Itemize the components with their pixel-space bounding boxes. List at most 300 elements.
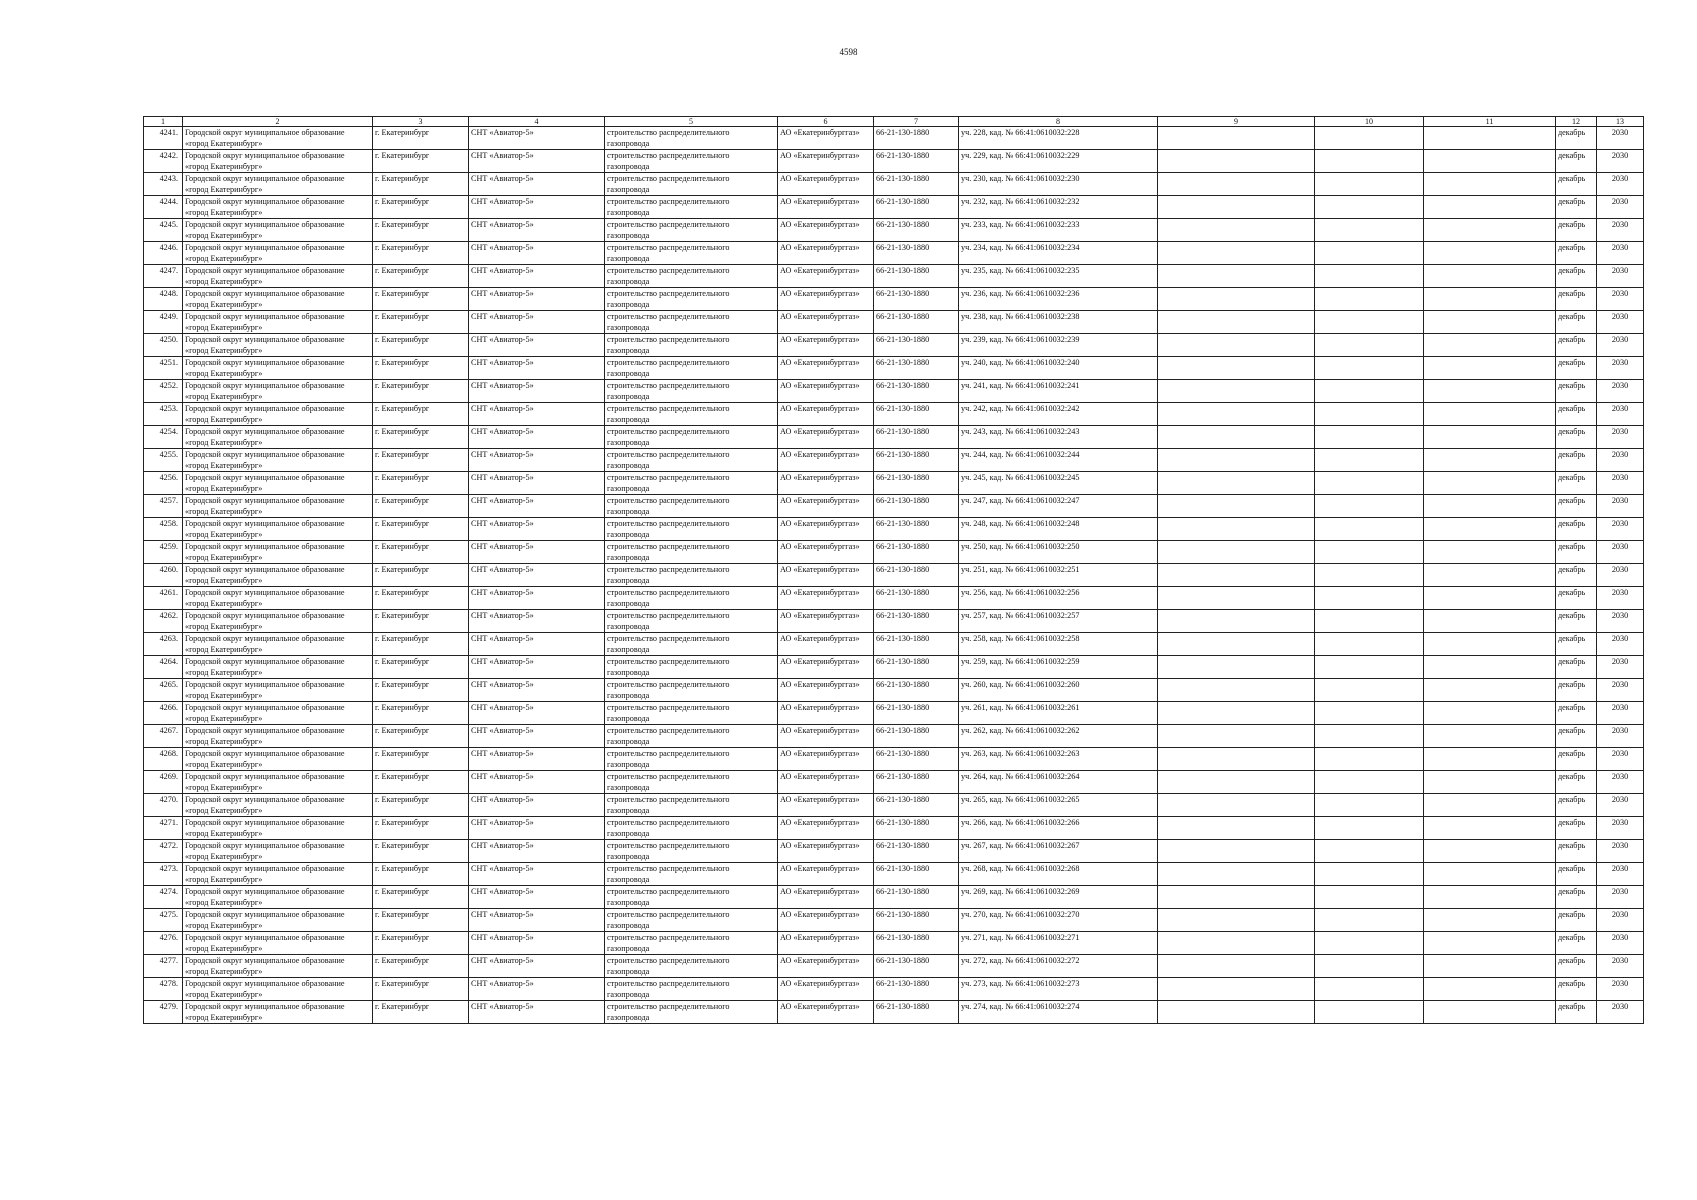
purpose-line: газопровода xyxy=(607,875,650,884)
col10-cell xyxy=(1315,334,1424,357)
purpose-line: газопровода xyxy=(607,944,650,953)
city-cell: г. Екатеринбург xyxy=(373,403,469,426)
owner-cell xyxy=(183,1001,373,1024)
snt-cell: СНТ «Авиатор-5» xyxy=(469,794,605,817)
city-cell: г. Екатеринбург xyxy=(373,587,469,610)
col9-cell xyxy=(1158,380,1315,403)
table-row xyxy=(144,242,1644,265)
month-cell: декабрь xyxy=(1556,610,1597,633)
col11-cell xyxy=(1424,426,1556,449)
row-number-cell: 4251. xyxy=(144,357,183,380)
month-cell: декабрь xyxy=(1556,288,1597,311)
row-number-cell: 4266. xyxy=(144,702,183,725)
col10-cell xyxy=(1315,955,1424,978)
organization-cell: АО «Екатеринбурггаз» xyxy=(778,127,874,150)
code-cell: 66-21-130-1880 xyxy=(874,219,959,242)
row-number-cell: 4252. xyxy=(144,380,183,403)
col10-cell xyxy=(1315,794,1424,817)
organization-cell: АО «Екатеринбурггаз» xyxy=(778,886,874,909)
purpose-line: газопровода xyxy=(607,1013,650,1022)
year-cell: 2030 xyxy=(1597,955,1644,978)
code-cell: 66-21-130-1880 xyxy=(874,173,959,196)
organization-cell: АО «Екатеринбурггаз» xyxy=(778,748,874,771)
table-row xyxy=(144,978,1644,1001)
col10-cell xyxy=(1315,426,1424,449)
col9-cell xyxy=(1158,219,1315,242)
owner-cell xyxy=(183,633,373,656)
col10-cell xyxy=(1315,840,1424,863)
purpose-line: строительство распределительного xyxy=(607,588,730,597)
purpose-line: газопровода xyxy=(607,691,650,700)
purpose-line: строительство распределительного xyxy=(607,956,730,965)
owner-line: «город Екатеринбург» xyxy=(185,783,263,792)
plot-cell: уч. 262, кад. № 66:41:0610032:262 xyxy=(959,725,1158,748)
owner-cell xyxy=(183,955,373,978)
purpose-line: строительство распределительного xyxy=(607,703,730,712)
table-row xyxy=(144,886,1644,909)
owner-line: Городской округ муниципальное образование xyxy=(185,289,345,298)
owner-line: «город Екатеринбург» xyxy=(185,139,263,148)
purpose-line: газопровода xyxy=(607,990,650,999)
purpose-cell xyxy=(605,150,778,173)
year-cell: 2030 xyxy=(1597,518,1644,541)
col11-cell xyxy=(1424,403,1556,426)
code-cell: 66-21-130-1880 xyxy=(874,794,959,817)
month-cell: декабрь xyxy=(1556,150,1597,173)
year-cell: 2030 xyxy=(1597,679,1644,702)
plot-cell: уч. 270, кад. № 66:41:0610032:270 xyxy=(959,909,1158,932)
organization-cell: АО «Екатеринбурггаз» xyxy=(778,794,874,817)
code-cell: 66-21-130-1880 xyxy=(874,334,959,357)
plot-cell: уч. 239, кад. № 66:41:0610032:239 xyxy=(959,334,1158,357)
col11-cell xyxy=(1424,196,1556,219)
col9-cell xyxy=(1158,426,1315,449)
col9-cell xyxy=(1158,265,1315,288)
col9-cell xyxy=(1158,840,1315,863)
purpose-line: строительство распределительного xyxy=(607,818,730,827)
purpose-line: газопровода xyxy=(607,783,650,792)
col9-cell xyxy=(1158,127,1315,150)
col10-cell xyxy=(1315,265,1424,288)
month-cell: декабрь xyxy=(1556,196,1597,219)
plot-cell: уч. 241, кад. № 66:41:0610032:241 xyxy=(959,380,1158,403)
owner-cell xyxy=(183,656,373,679)
plot-cell: уч. 259, кад. № 66:41:0610032:259 xyxy=(959,656,1158,679)
organization-cell: АО «Екатеринбурггаз» xyxy=(778,357,874,380)
table-row xyxy=(144,541,1644,564)
city-cell: г. Екатеринбург xyxy=(373,794,469,817)
purpose-line: строительство распределительного xyxy=(607,795,730,804)
plot-cell: уч. 268, кад. № 66:41:0610032:268 xyxy=(959,863,1158,886)
col10-cell xyxy=(1315,288,1424,311)
month-cell: декабрь xyxy=(1556,541,1597,564)
table-row xyxy=(144,909,1644,932)
col9-cell xyxy=(1158,794,1315,817)
month-cell: декабрь xyxy=(1556,587,1597,610)
row-number-cell: 4243. xyxy=(144,173,183,196)
owner-line: «город Екатеринбург» xyxy=(185,185,263,194)
owner-cell xyxy=(183,610,373,633)
col9-cell xyxy=(1158,932,1315,955)
code-cell: 66-21-130-1880 xyxy=(874,426,959,449)
month-cell: декабрь xyxy=(1556,909,1597,932)
owner-line: «город Екатеринбург» xyxy=(185,576,263,585)
city-cell: г. Екатеринбург xyxy=(373,932,469,955)
col10-cell xyxy=(1315,932,1424,955)
col11-cell xyxy=(1424,219,1556,242)
snt-cell: СНТ «Авиатор-5» xyxy=(469,380,605,403)
month-cell: декабрь xyxy=(1556,794,1597,817)
owner-line: «город Екатеринбург» xyxy=(185,231,263,240)
owner-cell xyxy=(183,472,373,495)
table-row xyxy=(144,127,1644,150)
plot-cell: уч. 236, кад. № 66:41:0610032:236 xyxy=(959,288,1158,311)
col10-cell xyxy=(1315,610,1424,633)
year-cell: 2030 xyxy=(1597,886,1644,909)
col10-cell xyxy=(1315,518,1424,541)
owner-cell xyxy=(183,265,373,288)
owner-line: «город Екатеринбург» xyxy=(185,162,263,171)
snt-cell: СНТ «Авиатор-5» xyxy=(469,127,605,150)
col10-cell xyxy=(1315,196,1424,219)
owner-cell xyxy=(183,311,373,334)
row-number-cell: 4244. xyxy=(144,196,183,219)
owner-line: «город Екатеринбург» xyxy=(185,461,263,470)
header-cell: 7 xyxy=(874,117,959,127)
snt-cell: СНТ «Авиатор-5» xyxy=(469,495,605,518)
month-cell: декабрь xyxy=(1556,426,1597,449)
owner-line: Городской округ муниципальное образование xyxy=(185,611,345,620)
plot-cell: уч. 251, кад. № 66:41:0610032:251 xyxy=(959,564,1158,587)
organization-cell: АО «Екатеринбурггаз» xyxy=(778,978,874,1001)
city-cell: г. Екатеринбург xyxy=(373,495,469,518)
purpose-line: газопровода xyxy=(607,484,650,493)
purpose-cell xyxy=(605,610,778,633)
year-cell: 2030 xyxy=(1597,311,1644,334)
purpose-line: строительство распределительного xyxy=(607,312,730,321)
month-cell: декабрь xyxy=(1556,702,1597,725)
month-cell: декабрь xyxy=(1556,656,1597,679)
owner-cell xyxy=(183,794,373,817)
code-cell: 66-21-130-1880 xyxy=(874,242,959,265)
month-cell: декабрь xyxy=(1556,127,1597,150)
purpose-cell xyxy=(605,748,778,771)
header-cell: 10 xyxy=(1315,117,1424,127)
code-cell: 66-21-130-1880 xyxy=(874,978,959,1001)
row-number-cell: 4262. xyxy=(144,610,183,633)
plot-cell: уч. 264, кад. № 66:41:0610032:264 xyxy=(959,771,1158,794)
year-cell: 2030 xyxy=(1597,725,1644,748)
owner-line: «город Екатеринбург» xyxy=(185,530,263,539)
col11-cell xyxy=(1424,656,1556,679)
owner-line: «город Екатеринбург» xyxy=(185,622,263,631)
purpose-line: строительство распределительного xyxy=(607,657,730,666)
owner-line: «город Екатеринбург» xyxy=(185,944,263,953)
snt-cell: СНТ «Авиатор-5» xyxy=(469,909,605,932)
year-cell: 2030 xyxy=(1597,495,1644,518)
snt-cell: СНТ «Авиатор-5» xyxy=(469,725,605,748)
plot-cell: уч. 258, кад. № 66:41:0610032:258 xyxy=(959,633,1158,656)
row-number-cell: 4245. xyxy=(144,219,183,242)
year-cell: 2030 xyxy=(1597,380,1644,403)
owner-line: Городской округ муниципальное образование xyxy=(185,726,345,735)
plot-cell: уч. 244, кад. № 66:41:0610032:244 xyxy=(959,449,1158,472)
code-cell: 66-21-130-1880 xyxy=(874,1001,959,1024)
year-cell: 2030 xyxy=(1597,702,1644,725)
purpose-line: газопровода xyxy=(607,507,650,516)
code-cell: 66-21-130-1880 xyxy=(874,196,959,219)
purpose-line: газопровода xyxy=(607,668,650,677)
col9-cell xyxy=(1158,886,1315,909)
snt-cell: СНТ «Авиатор-5» xyxy=(469,449,605,472)
month-cell: декабрь xyxy=(1556,449,1597,472)
snt-cell: СНТ «Авиатор-5» xyxy=(469,817,605,840)
month-cell: декабрь xyxy=(1556,472,1597,495)
purpose-cell xyxy=(605,817,778,840)
row-number-cell: 4242. xyxy=(144,150,183,173)
city-cell: г. Екатеринбург xyxy=(373,909,469,932)
code-cell: 66-21-130-1880 xyxy=(874,932,959,955)
table-row xyxy=(144,472,1644,495)
purpose-cell xyxy=(605,587,778,610)
owner-cell xyxy=(183,771,373,794)
purpose-line: строительство распределительного xyxy=(607,979,730,988)
month-cell: декабрь xyxy=(1556,334,1597,357)
col9-cell xyxy=(1158,817,1315,840)
row-number-cell: 4254. xyxy=(144,426,183,449)
purpose-cell xyxy=(605,932,778,955)
purpose-line: газопровода xyxy=(607,300,650,309)
purpose-cell xyxy=(605,978,778,1001)
city-cell: г. Екатеринбург xyxy=(373,150,469,173)
col9-cell xyxy=(1158,679,1315,702)
snt-cell: СНТ «Авиатор-5» xyxy=(469,771,605,794)
owner-line: Городской округ муниципальное образование xyxy=(185,197,345,206)
city-cell: г. Екатеринбург xyxy=(373,173,469,196)
purpose-line: газопровода xyxy=(607,369,650,378)
col11-cell xyxy=(1424,610,1556,633)
month-cell: декабрь xyxy=(1556,886,1597,909)
code-cell: 66-21-130-1880 xyxy=(874,564,959,587)
row-number-cell: 4246. xyxy=(144,242,183,265)
city-cell: г. Екатеринбург xyxy=(373,748,469,771)
table-row xyxy=(144,725,1644,748)
table-row xyxy=(144,495,1644,518)
purpose-line: строительство распределительного xyxy=(607,450,730,459)
code-cell: 66-21-130-1880 xyxy=(874,886,959,909)
snt-cell: СНТ «Авиатор-5» xyxy=(469,587,605,610)
col10-cell xyxy=(1315,242,1424,265)
year-cell: 2030 xyxy=(1597,449,1644,472)
col9-cell xyxy=(1158,173,1315,196)
year-cell: 2030 xyxy=(1597,472,1644,495)
row-number-cell: 4265. xyxy=(144,679,183,702)
row-number-cell: 4247. xyxy=(144,265,183,288)
col11-cell xyxy=(1424,380,1556,403)
column-number-header xyxy=(144,117,1644,127)
snt-cell: СНТ «Авиатор-5» xyxy=(469,863,605,886)
organization-cell: АО «Екатеринбурггаз» xyxy=(778,932,874,955)
year-cell: 2030 xyxy=(1597,127,1644,150)
col11-cell xyxy=(1424,909,1556,932)
organization-cell: АО «Екатеринбурггаз» xyxy=(778,771,874,794)
year-cell: 2030 xyxy=(1597,587,1644,610)
year-cell: 2030 xyxy=(1597,656,1644,679)
owner-line: Городской округ муниципальное образование xyxy=(185,565,345,574)
city-cell: г. Екатеринбург xyxy=(373,955,469,978)
owner-cell xyxy=(183,679,373,702)
snt-cell: СНТ «Авиатор-5» xyxy=(469,633,605,656)
year-cell: 2030 xyxy=(1597,242,1644,265)
header-cell: 1 xyxy=(144,117,183,127)
col10-cell xyxy=(1315,725,1424,748)
col11-cell xyxy=(1424,518,1556,541)
row-number-cell: 4278. xyxy=(144,978,183,1001)
col10-cell xyxy=(1315,449,1424,472)
purpose-cell xyxy=(605,196,778,219)
col11-cell xyxy=(1424,978,1556,1001)
owner-line: «город Екатеринбург» xyxy=(185,438,263,447)
purpose-line: строительство распределительного xyxy=(607,381,730,390)
snt-cell: СНТ «Авиатор-5» xyxy=(469,403,605,426)
table-row xyxy=(144,840,1644,863)
col11-cell xyxy=(1424,150,1556,173)
col9-cell xyxy=(1158,288,1315,311)
col9-cell xyxy=(1158,978,1315,1001)
col9-cell xyxy=(1158,771,1315,794)
plot-cell: уч. 233, кад. № 66:41:0610032:233 xyxy=(959,219,1158,242)
code-cell: 66-21-130-1880 xyxy=(874,587,959,610)
plot-cell: уч. 274, кад. № 66:41:0610032:274 xyxy=(959,1001,1158,1024)
city-cell: г. Екатеринбург xyxy=(373,288,469,311)
page-number: 4598 xyxy=(839,47,858,57)
owner-cell xyxy=(183,886,373,909)
snt-cell: СНТ «Авиатор-5» xyxy=(469,288,605,311)
city-cell: г. Екатеринбург xyxy=(373,380,469,403)
col11-cell xyxy=(1424,334,1556,357)
plot-cell: уч. 265, кад. № 66:41:0610032:265 xyxy=(959,794,1158,817)
owner-line: Городской округ муниципальное образование xyxy=(185,243,345,252)
purpose-line: строительство распределительного xyxy=(607,910,730,919)
purpose-cell xyxy=(605,518,778,541)
organization-cell: АО «Екатеринбурггаз» xyxy=(778,725,874,748)
city-cell: г. Екатеринбург xyxy=(373,702,469,725)
col11-cell xyxy=(1424,817,1556,840)
city-cell: г. Екатеринбург xyxy=(373,311,469,334)
organization-cell: АО «Екатеринбурггаз» xyxy=(778,288,874,311)
owner-line: Городской округ муниципальное образование xyxy=(185,979,345,988)
purpose-line: строительство распределительного xyxy=(607,611,730,620)
col10-cell xyxy=(1315,173,1424,196)
owner-line: «город Екатеринбург» xyxy=(185,300,263,309)
header-cell: 6 xyxy=(778,117,874,127)
col9-cell xyxy=(1158,150,1315,173)
table-row xyxy=(144,173,1644,196)
purpose-line: газопровода xyxy=(607,645,650,654)
organization-cell: АО «Екатеринбурггаз» xyxy=(778,472,874,495)
year-cell: 2030 xyxy=(1597,633,1644,656)
owner-line: «город Екатеринбург» xyxy=(185,967,263,976)
owner-line: Городской округ муниципальное образование xyxy=(185,312,345,321)
purpose-line: строительство распределительного xyxy=(607,220,730,229)
owner-cell xyxy=(183,863,373,886)
owner-cell xyxy=(183,564,373,587)
col10-cell xyxy=(1315,909,1424,932)
owner-line: Городской округ муниципальное образование xyxy=(185,519,345,528)
table-row xyxy=(144,426,1644,449)
year-cell: 2030 xyxy=(1597,863,1644,886)
owner-line: «город Екатеринбург» xyxy=(185,852,263,861)
month-cell: декабрь xyxy=(1556,173,1597,196)
col10-cell xyxy=(1315,817,1424,840)
year-cell: 2030 xyxy=(1597,403,1644,426)
col9-cell xyxy=(1158,702,1315,725)
owner-line: Городской округ муниципальное образование xyxy=(185,772,345,781)
owner-line: Городской округ муниципальное образование xyxy=(185,381,345,390)
organization-cell: АО «Екатеринбурггаз» xyxy=(778,541,874,564)
purpose-line: газопровода xyxy=(607,208,650,217)
purpose-line: строительство распределительного xyxy=(607,749,730,758)
owner-cell xyxy=(183,587,373,610)
purpose-line: газопровода xyxy=(607,806,650,815)
city-cell: г. Екатеринбург xyxy=(373,610,469,633)
city-cell: г. Екатеринбург xyxy=(373,679,469,702)
row-number-cell: 4264. xyxy=(144,656,183,679)
purpose-line: газопровода xyxy=(607,829,650,838)
purpose-cell xyxy=(605,472,778,495)
row-number-cell: 4258. xyxy=(144,518,183,541)
purpose-cell xyxy=(605,656,778,679)
purpose-line: газопровода xyxy=(607,162,650,171)
plot-cell: уч. 234, кад. № 66:41:0610032:234 xyxy=(959,242,1158,265)
col10-cell xyxy=(1315,702,1424,725)
owner-line: Городской округ муниципальное образование xyxy=(185,956,345,965)
organization-cell: АО «Екатеринбурггаз» xyxy=(778,150,874,173)
snt-cell: СНТ «Авиатор-5» xyxy=(469,150,605,173)
purpose-line: газопровода xyxy=(607,346,650,355)
owner-line: Городской округ муниципальное образование xyxy=(185,220,345,229)
owner-cell xyxy=(183,725,373,748)
purpose-line: газопровода xyxy=(607,139,650,148)
snt-cell: СНТ «Авиатор-5» xyxy=(469,702,605,725)
owner-line: «город Екатеринбург» xyxy=(185,668,263,677)
month-cell: декабрь xyxy=(1556,403,1597,426)
row-number-cell: 4270. xyxy=(144,794,183,817)
header-cell: 3 xyxy=(373,117,469,127)
organization-cell: АО «Екатеринбурггаз» xyxy=(778,219,874,242)
col10-cell xyxy=(1315,403,1424,426)
code-cell: 66-21-130-1880 xyxy=(874,265,959,288)
owner-line: Городской округ муниципальное образование xyxy=(185,128,345,137)
city-cell: г. Екатеринбург xyxy=(373,127,469,150)
owner-line: «город Екатеринбург» xyxy=(185,737,263,746)
owner-cell xyxy=(183,449,373,472)
city-cell: г. Екатеринбург xyxy=(373,541,469,564)
code-cell: 66-21-130-1880 xyxy=(874,311,959,334)
snt-cell: СНТ «Авиатор-5» xyxy=(469,610,605,633)
year-cell: 2030 xyxy=(1597,817,1644,840)
owner-line: «город Екатеринбург» xyxy=(185,254,263,263)
owner-line: Городской округ муниципальное образование xyxy=(185,427,345,436)
organization-cell: АО «Екатеринбурггаз» xyxy=(778,564,874,587)
header-cell: 11 xyxy=(1424,117,1556,127)
owner-cell xyxy=(183,840,373,863)
header-cell: 4 xyxy=(469,117,605,127)
col11-cell xyxy=(1424,932,1556,955)
owner-line: «город Екатеринбург» xyxy=(185,1013,263,1022)
owner-cell xyxy=(183,334,373,357)
purpose-line: газопровода xyxy=(607,714,650,723)
